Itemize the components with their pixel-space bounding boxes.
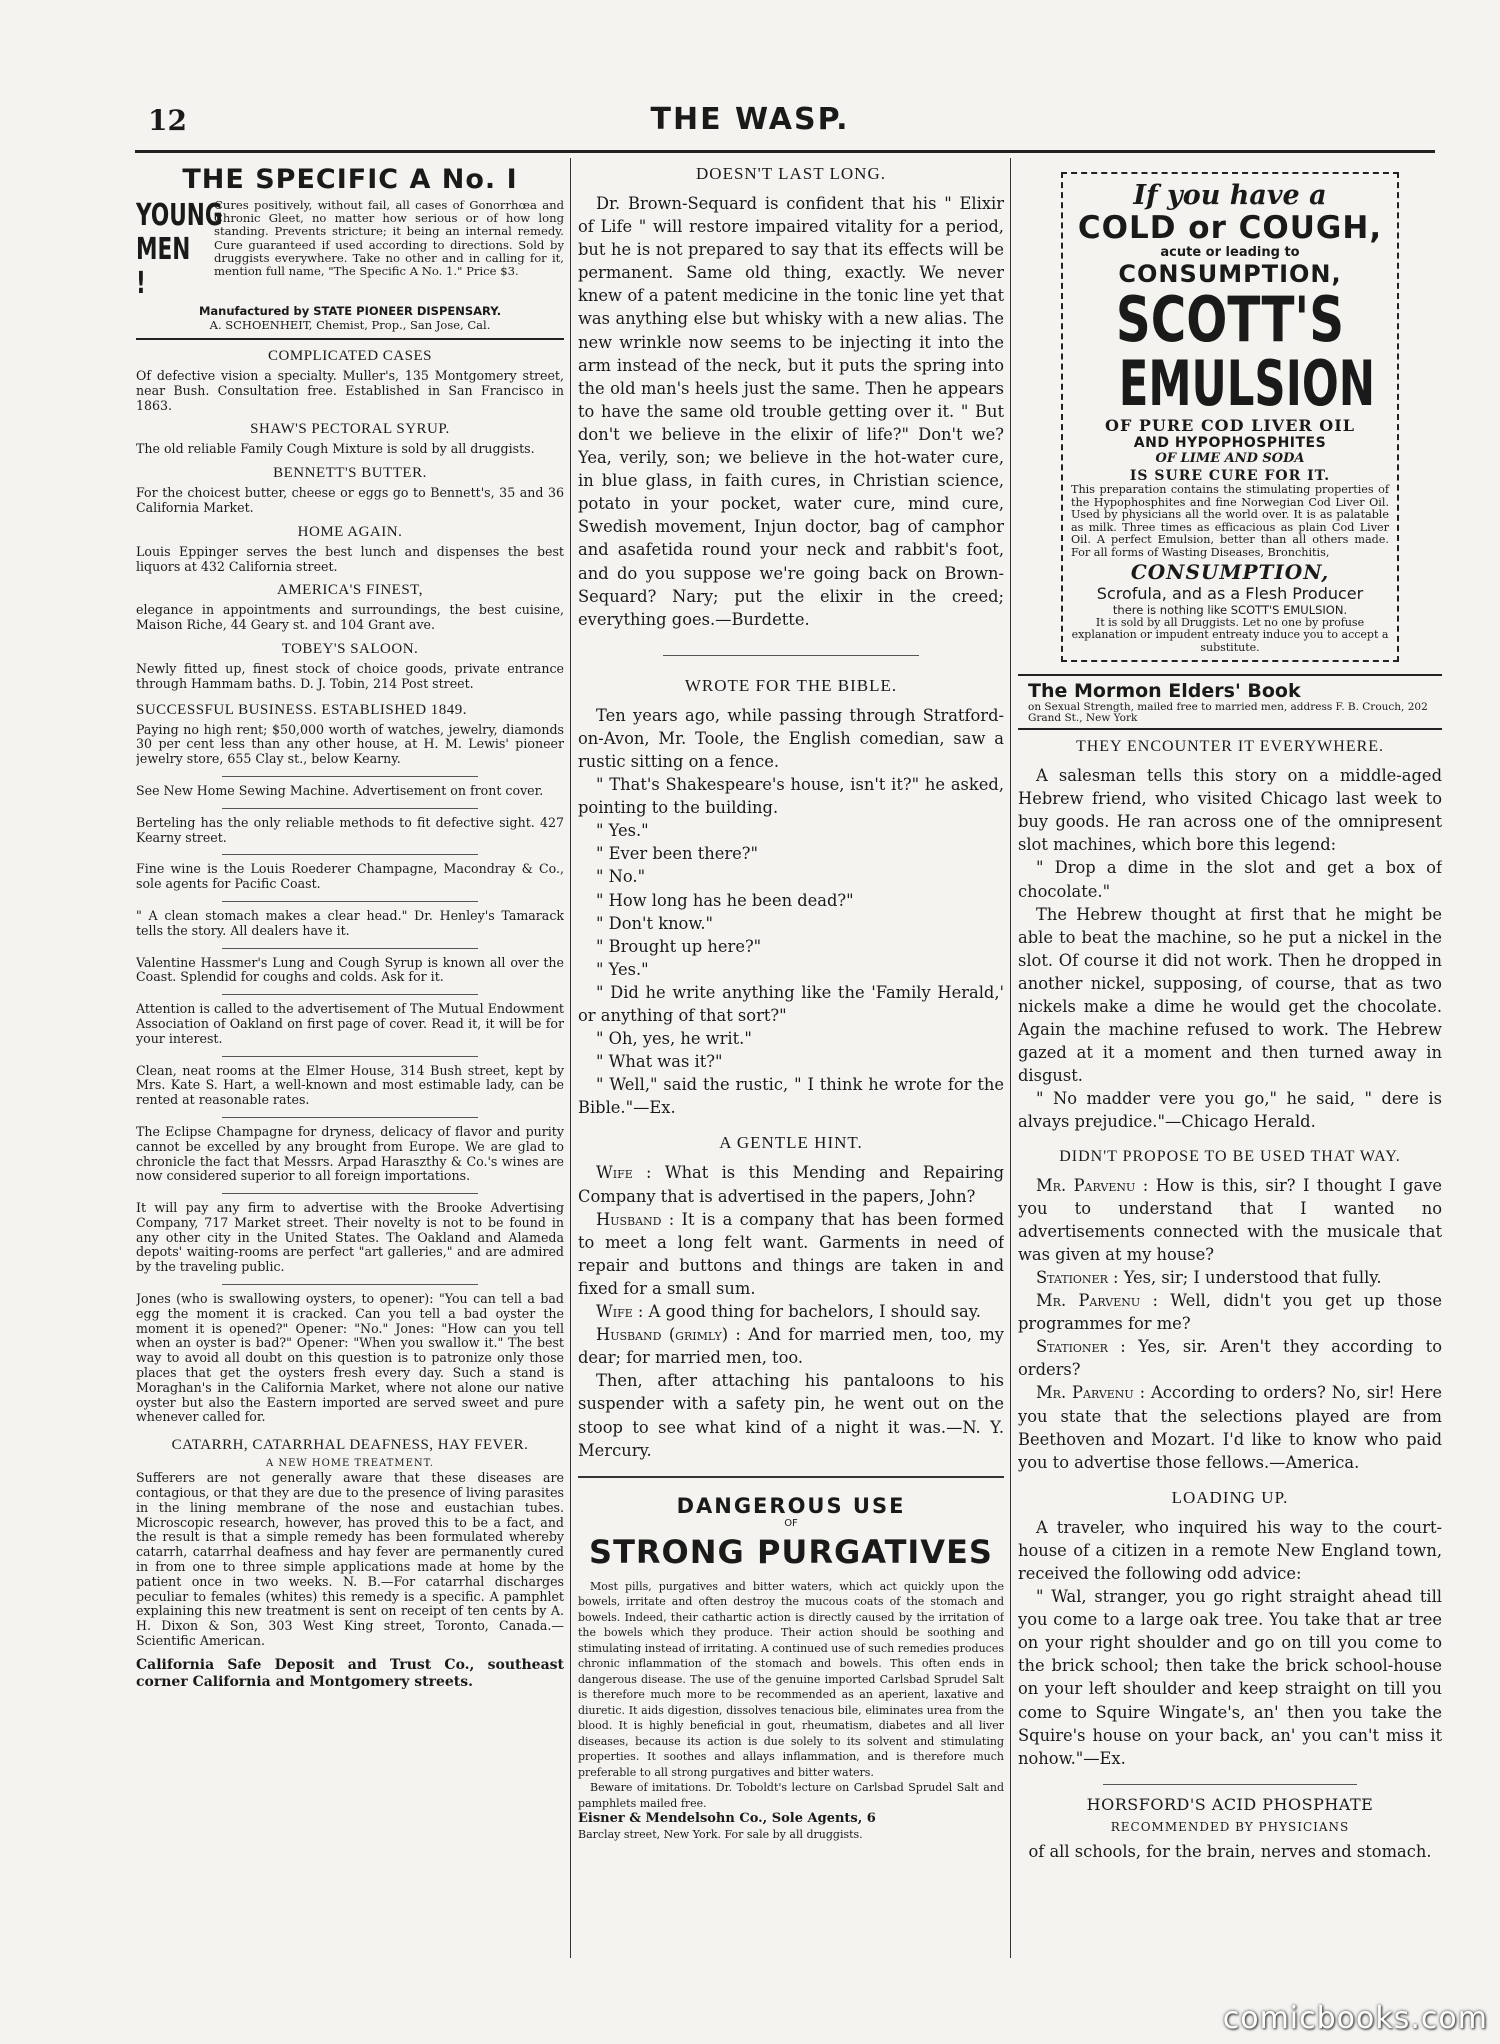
dialogue-text: Yes, sir; I understood that fully. bbox=[1123, 1267, 1382, 1287]
page-title: THE WASP. bbox=[650, 102, 850, 137]
article-paragraph: " Well," said the rustic, " I think he wrote for the Bible."—Ex. bbox=[578, 1075, 1004, 1118]
speaker: Mr. Parvenu : bbox=[1036, 1291, 1158, 1311]
notice-text: Clean, neat rooms at the Elmer House, 314 Bush street, kept by Mrs. Kate S. Hart, a well-known and most estimable lady, can be rented at reasonable rates. bbox=[136, 1062, 564, 1108]
column-divider bbox=[1010, 158, 1011, 1958]
notice-block bbox=[136, 524, 564, 575]
mormon-ad bbox=[1018, 674, 1442, 730]
purgatives-address: Barclay street, New York. For sale by all druggists. bbox=[578, 1827, 863, 1841]
purgatives-text: Most pills, purgatives and bitter waters, which act quickly upon the bowels, irritate and often destroy the mucous coats of the stomach and bowels. Indeed, their cathartic action is directly caused by the irritation of the bowels which they produce. Their action should be soothing and stimulating instead of irritating. A continued use of such remedies produces chronic inflammation of the stomach and bowels. This often ends in dangerous disease. The use of the genuine imported Carlsbad Sprudel Salt is therefore much more to be recommended as an aperient, laxative and diuretic. It aids digestion, dissolves tenacious bile, eliminates urea from the blood. It is highly beneficial in gout, rheumatism, diabetes and all liver diseases, because its action is due solely to its solvent and stimulating properties. It soothes and allays inflammation, and is therefore much preferable to all strong purgatives and bitter waters. bbox=[578, 1579, 1004, 1779]
article-paragraph: " Drop a dime in the slot and get a box of chocolate." bbox=[1018, 858, 1442, 901]
article-head: WROTE FOR THE BIBLE. bbox=[684, 675, 898, 695]
mormon-title: The Mormon Elders' Book bbox=[1028, 680, 1301, 703]
scott-emulsion: EMULSION bbox=[1118, 347, 1376, 420]
dialogue-line bbox=[1018, 1174, 1442, 1266]
catarrh-sub: A NEW HOME TREATMENT. bbox=[265, 1458, 435, 1470]
scott-acute: acute or leading to bbox=[1160, 245, 1300, 260]
dialogue-line bbox=[1018, 1289, 1442, 1335]
divider bbox=[222, 776, 479, 777]
article-head: LOADING UP. bbox=[1171, 1487, 1289, 1507]
column-middle bbox=[578, 160, 1004, 1960]
safe-deposit-notice: California Safe Deposit and Trust Co., southeast corner California and Montgomery streets. bbox=[136, 1656, 564, 1690]
scott-if: If you have a bbox=[1133, 180, 1327, 211]
dialogue-line bbox=[1018, 1381, 1442, 1473]
dialogue-text: Yes, sir. Aren't they according to orders? bbox=[1018, 1337, 1442, 1380]
dialogue-text: According to orders? No, sir! Here you state that the selections played are from Beethoven and Mozart. I'd like to know who paid you to advertise those fellows.—America. bbox=[1018, 1383, 1442, 1472]
notice-text: The old reliable Family Cough Mixture is sold by all druggists. bbox=[136, 441, 535, 457]
specific-manufacturer: Manufactured by STATE PIONEER DISPENSARY. bbox=[198, 304, 502, 318]
mormon-sub: on Sexual Strength, mailed free to married men, address F. B. Crouch, 202 Grand St., New York bbox=[1028, 701, 1428, 725]
scott-sure: IS SURE CURE FOR IT. bbox=[1129, 468, 1331, 484]
notice-head: AMERICA'S FINEST, bbox=[277, 582, 423, 599]
catarrh-head: CATARRH, CATARRHAL DEAFNESS, HAY FEVER. bbox=[171, 1437, 529, 1454]
propose-body bbox=[1018, 1174, 1442, 1474]
specific-ad bbox=[136, 164, 564, 340]
specific-text: Cures positively, without fail, all cases of Gonorrhœa and Chronic Gleet, no matter how serious or of how long standing. Prevents stricture; it being an internal remedy. Cure guaranteed if used according to directions. Sold by druggists everywhere. Take no other and in calling for it, mention full name, "The Specific A No. 1." Price $3. bbox=[214, 198, 564, 279]
divider bbox=[222, 901, 479, 902]
divider bbox=[222, 994, 479, 995]
speaker: Husband (grimly) : bbox=[596, 1325, 741, 1345]
horsford-rec: RECOMMENDED BY PHYSICIANS bbox=[1110, 1819, 1350, 1834]
article-paragraph: " How long has he been dead?" bbox=[596, 890, 854, 910]
purgatives-beware: Beware of imitations. Dr. Toboldt's lecture on Carlsbad Sprudel Salt and pamphlets mailed free. bbox=[578, 1781, 1004, 1810]
notice-block bbox=[136, 348, 564, 413]
article-head: DOESN'T LAST LONG. bbox=[696, 164, 886, 183]
dialogue-line bbox=[578, 1161, 1004, 1207]
notice-block bbox=[136, 641, 564, 692]
article-head: DIDN'T PROPOSE TO BE USED THAT WAY. bbox=[1059, 1147, 1401, 1165]
column-left bbox=[136, 160, 564, 1970]
column-right bbox=[1018, 160, 1442, 1970]
notice-head: BENNETT'S BUTTER. bbox=[273, 465, 427, 482]
scott-cod: OF PURE COD LIVER OIL bbox=[1105, 416, 1355, 435]
notice-block bbox=[136, 702, 564, 767]
purgatives-title-1: DANGEROUS USE bbox=[676, 1493, 906, 1518]
hint-body bbox=[578, 1161, 1004, 1461]
notice-text: The Eclipse Champagne for dryness, delicacy of flavor and purity cannot be excelled by any brought from Europe. We are glad to chronicle the fact that Messrs. Arpad Haraszthy & Co.'s wines are now considered superior to all foreign importations. bbox=[136, 1123, 564, 1184]
divider bbox=[222, 1056, 479, 1057]
notice-head: SUCCESSFUL BUSINESS. ESTABLISHED 1849. bbox=[136, 701, 468, 718]
scott-cold: COLD or COUGH, bbox=[1077, 210, 1383, 246]
column-divider bbox=[570, 158, 571, 1958]
dialogue-text: A good thing for bachelors, I should say. bbox=[648, 1302, 981, 1322]
notice-text: " A clean stomach makes a clear head." Dr. Henley's Tamarack tells the story. All dealers have it. bbox=[136, 907, 564, 938]
notice-head: HOME AGAIN. bbox=[297, 523, 403, 540]
purgatives-agents: Eisner & Mendelsohn Co., Sole Agents, 6 bbox=[578, 1811, 876, 1827]
specific-young-men: YOUNG MEN ! bbox=[136, 198, 223, 301]
bible-body bbox=[578, 704, 1004, 1120]
speaker: Mr. Parvenu : bbox=[1036, 1383, 1146, 1403]
dialogue-line bbox=[1018, 1266, 1442, 1289]
article-text: Dr. Brown-Sequard is confident that his " Elixir of Life " will restore impaired vitality for a period, but he is not prepared to say that its effects will be permanent. Same old thing, exactly. We never knew of a patent medicine in the tonic line yet that was anything else but whisky with a new alias. The new wrinkle now seems to be injecting it into the arm instead of the neck, but it puts the spring into the old man's heels just the same. Then he appears to have the same old trouble getting over it. " But don't we believe in the elixir of life?" Don't we? Yea, verily, son; we believe in the hot-water cure, in blue glass, in faith cures, in Christian science, potato in your pocket, water cure, mind cure, Swedish movement, Injun doctor, bag of camphor and asafetida round your neck and rabbit's foot, and do you suppose we're going back on Brown-Sequard? Nary; put the elixir in the creed; everything goes.—Burdette. bbox=[578, 194, 1004, 629]
scott-consumption: CONSUMPTION, bbox=[1118, 260, 1342, 288]
dialogue-text: It is a company that has been formed to meet a long felt want. Garments in need of repair and buttons and things are taken in and fixed for a small sum. bbox=[578, 1209, 1004, 1298]
notice-text: Louis Eppinger serves the best lunch and dispenses the best liquors at 432 California street. bbox=[136, 543, 564, 574]
speaker: Wife : bbox=[596, 1163, 652, 1183]
article-paragraph: Ten years ago, while passing through Stratford-on-Avon, Mr. Toole, the English comedian, saw a rustic sitting on a fence. bbox=[578, 705, 1004, 771]
dialogue-text: And for married men, too, my dear; for married men, too. bbox=[578, 1325, 1004, 1368]
notice-text: elegance in appointments and surroundings, the best cuisine, Maison Riche, 44 Geary st. and 104 Grant ave. bbox=[136, 602, 564, 633]
divider bbox=[222, 808, 479, 809]
divider bbox=[222, 948, 479, 949]
speaker: Wife : bbox=[596, 1302, 644, 1322]
article-paragraph: " Brought up here?" bbox=[596, 936, 762, 956]
speaker: Mr. Parvenu : bbox=[1036, 1175, 1149, 1195]
article-paragraph: " That's Shakespeare's house, isn't it?" he asked, pointing to the building. bbox=[578, 775, 1004, 818]
scott-hypo: AND HYPOPHOSPHITES bbox=[1133, 435, 1327, 451]
article-paragraph: " Oh, yes, he writ." bbox=[596, 1029, 752, 1049]
article-paragraph: " No." bbox=[596, 867, 646, 887]
dialogue-line bbox=[578, 1323, 1004, 1369]
dialogue-line bbox=[578, 1369, 1004, 1461]
col1-notices bbox=[136, 348, 564, 767]
divider bbox=[222, 1117, 479, 1118]
notice-text: Newly fitted up, finest stock of choice goods, private entrance through Hammam baths. D. J. Tobin, 214 Post street. bbox=[136, 660, 564, 691]
header-rule bbox=[135, 150, 1435, 153]
article-paragraph: A salesman tells this story on a middle-aged Hebrew friend, who visited Chicago last week to buy goods. He ran across one of the omnipresent slot machines, which bore this legend: bbox=[1018, 766, 1442, 855]
notice-text: For the choicest butter, cheese or eggs go to Bennett's, 35 and 36 California Market. bbox=[136, 485, 564, 515]
page-number: 12 bbox=[148, 104, 187, 137]
dialogue-line bbox=[578, 1300, 1004, 1323]
specific-chemist: A. SCHOENHEIT, Chemist, Prop., San Jose, Cal. bbox=[209, 318, 491, 332]
notice-text: Berteling has the only reliable methods to fit defective sight. 427 Kearny street. bbox=[136, 814, 564, 845]
divider bbox=[1103, 1784, 1357, 1785]
scott-name: SCOTT'S bbox=[1115, 283, 1345, 356]
scott-lime: OF LIME AND SODA bbox=[1155, 451, 1305, 466]
scott-consumption-2: CONSUMPTION, bbox=[1130, 559, 1330, 584]
divider bbox=[663, 655, 919, 656]
watermark: comicbooks.com bbox=[1222, 2001, 1488, 2036]
notice-text: Fine wine is the Louis Roederer Champagne, Macondray & Co., sole agents for Pacific Coast. bbox=[136, 861, 564, 892]
notice-text: Of defective vision a specialty. Muller's, 135 Montgomery street, near Bush. Consultation free. Established in San Francisco in 1863. bbox=[136, 368, 564, 413]
article-paragraph: " What was it?" bbox=[596, 1052, 723, 1072]
article-paragraph: " Did he write anything like the 'Family Herald,' or anything of that sort?" bbox=[578, 982, 1004, 1025]
article-paragraph: " No madder vere you go," he said, " dere is alvays prejudice."—Chicago Herald. bbox=[1018, 1089, 1442, 1132]
scott-sold: It is sold by all Druggists. Let no one by profuse explanation or impudent entreaty induce you to accept a substitute. bbox=[1071, 615, 1389, 654]
scotts-emulsion-ad bbox=[1061, 172, 1399, 662]
notice-block bbox=[136, 582, 564, 633]
scott-scrofula: Scrofula, and as a Flesh Producer bbox=[1096, 583, 1364, 603]
dialogue-text: What is this Mending and Repairing Company that is advertised in the papers, John? bbox=[578, 1163, 1004, 1206]
notice-text: Attention is called to the advertisement of The Mutual Endowment Association of Oakland on first page of cover. Read it, it will be for your interest. bbox=[136, 1001, 564, 1046]
article-paragraph: " Wal, stranger, you go right straight ahead till you come to a large oak tree. You take that ar tree on your right shoulder and go on till you come to the brick school; then take the brick school-house on your left shoulder and keep straight on till you come to Squire Wingate's, an' then you take the Squire's house on your back, an' you can't miss it nohow."—Ex. bbox=[1018, 1587, 1442, 1768]
page-header bbox=[0, 98, 1500, 138]
scott-nothing: there is nothing like SCOTT'S EMULSION. bbox=[1112, 602, 1348, 617]
divider bbox=[222, 1193, 479, 1194]
notice-text: It will pay any firm to advertise with the Brooke Advertising Company, 717 Market street. Their novelty is not to be found in any other city in the United States. The Oakland and Alameda depots' waiting-rooms are perfect "art galleries," and are admired by the traveling public. bbox=[136, 1200, 564, 1275]
notice-head: TOBEY'S SALOON. bbox=[281, 640, 419, 657]
notice-text: Paying no high rent; $50,000 worth of watches, jewelry, diamonds 30 per cent less than any other house, at H. M. Lewis' pioneer jewelry store, 655 Clay st., below Kearny. bbox=[136, 721, 564, 767]
divider bbox=[222, 854, 479, 855]
purgatives-ad bbox=[578, 1494, 1004, 1843]
notice-text: Jones (who is swallowing oysters, to opener): "You can tell a bad egg the moment it is cracked. Can you tell a bad oyster the moment it is opened?" Opener: "No." Jones: "How can you tell when an oyster is bad?" Opener: "When you swallow it." The best way to avoid all doubt on this question is to patronize only those places that get the oysters fresh every day. Such a stand is Moraghan's in the California Market, where not alone our native oyster but also the Eastern imported are served sweet and pure whenever called for. bbox=[136, 1291, 564, 1425]
purgatives-of: OF bbox=[784, 1517, 798, 1529]
article-paragraph: " Don't know." bbox=[596, 913, 714, 933]
specific-title: THE SPECIFIC A No. I bbox=[182, 164, 518, 195]
speaker: Stationer : bbox=[1036, 1267, 1119, 1287]
horsford-text: of all schools, for the brain, nerves and stomach. bbox=[1028, 1841, 1432, 1861]
dialogue-text: How is this, sir? I thought I gave you to understand that I wanted no advertisements connected with the musicale that was given at my house? bbox=[1018, 1175, 1442, 1264]
notice-block bbox=[136, 421, 564, 457]
scott-text: This preparation contains the stimulating properties of the Hypophosphites and fine Norwegian Cod Liver Oil. Used by physicians all the world over. It is as palatable as milk. Three times as efficacious as plain Cod Liver Oil. A perfect Emulsion, better than all others made. For all forms of Wasting Diseases, Bronchitis, bbox=[1071, 483, 1389, 559]
dialogue-text: Then, after attaching his pantaloons to his suspender with a safety pin, he went out on the stoop to see what kind of a night it was.—N. Y. Mercury. bbox=[578, 1371, 1004, 1460]
article-paragraph: " Yes." bbox=[596, 821, 649, 841]
notice-block bbox=[136, 465, 564, 516]
notice-text: See New Home Sewing Machine. Advertisement on front cover. bbox=[136, 782, 544, 798]
article-paragraph: " Yes." bbox=[596, 959, 649, 979]
notice-text: Valentine Hassmer's Lung and Cough Syrup is known all over the Coast. Splendid for coughs and colds. Ask for it. bbox=[136, 954, 564, 985]
dialogue-line bbox=[1018, 1335, 1442, 1381]
notice-head: SHAW'S PECTORAL SYRUP. bbox=[250, 421, 450, 438]
horsford-head: HORSFORD'S ACID PHOSPHATE bbox=[1086, 1794, 1374, 1814]
article-head: A GENTLE HINT. bbox=[719, 1133, 863, 1153]
article-head: THEY ENCOUNTER IT EVERYWHERE. bbox=[1075, 738, 1385, 756]
speaker: Husband : bbox=[596, 1209, 675, 1229]
divider bbox=[222, 1284, 479, 1285]
catarrh-text: Sufferers are not generally aware that these diseases are contagious, or that they are due to the presence of living parasites in the lining membrane of the nose and eustachian tubes. Microscopic research, however, has proved this to be a fact, and the result is that a simple remedy has been formulated whereby catarrh, catarrhal deafness and hay fever are permanently cured in from one to three simple applications made at home by the patient once in two weeks. N. B.—For catarrhal discharges peculiar to females (whites) this remedy is a specific. A pamphlet explaining this new treatment is sent on receipt of ten cents by A. H. Dixon & Son, 303 West King street, Toronto, Canada.—Scientific American. bbox=[136, 1470, 564, 1649]
dialogue-line bbox=[578, 1208, 1004, 1300]
article-paragraph: A traveler, who inquired his way to the court-house of a citizen in a remote New England town, received the following odd advice: bbox=[1018, 1517, 1442, 1583]
dialogue-text: Well, didn't you get up those programmes for me? bbox=[1018, 1291, 1442, 1334]
speaker: Stationer : bbox=[1036, 1337, 1126, 1357]
divider bbox=[578, 1476, 1004, 1478]
notice-head: COMPLICATED CASES bbox=[268, 348, 432, 364]
purgatives-title-2: STRONG PURGATIVES bbox=[589, 1532, 993, 1571]
article-paragraph: The Hebrew thought at first that he might be able to beat the machine, so he put a nickel in the slot. Of course it did not work. Then he dropped in another nickel, supposing, of course, that as two nickels make a dime he would get the chocolate. Again the machine refused to work. The Hebrew gazed at it a moment and then turned away in disgust. bbox=[1018, 904, 1442, 1086]
article-paragraph: " Ever been there?" bbox=[596, 844, 758, 864]
